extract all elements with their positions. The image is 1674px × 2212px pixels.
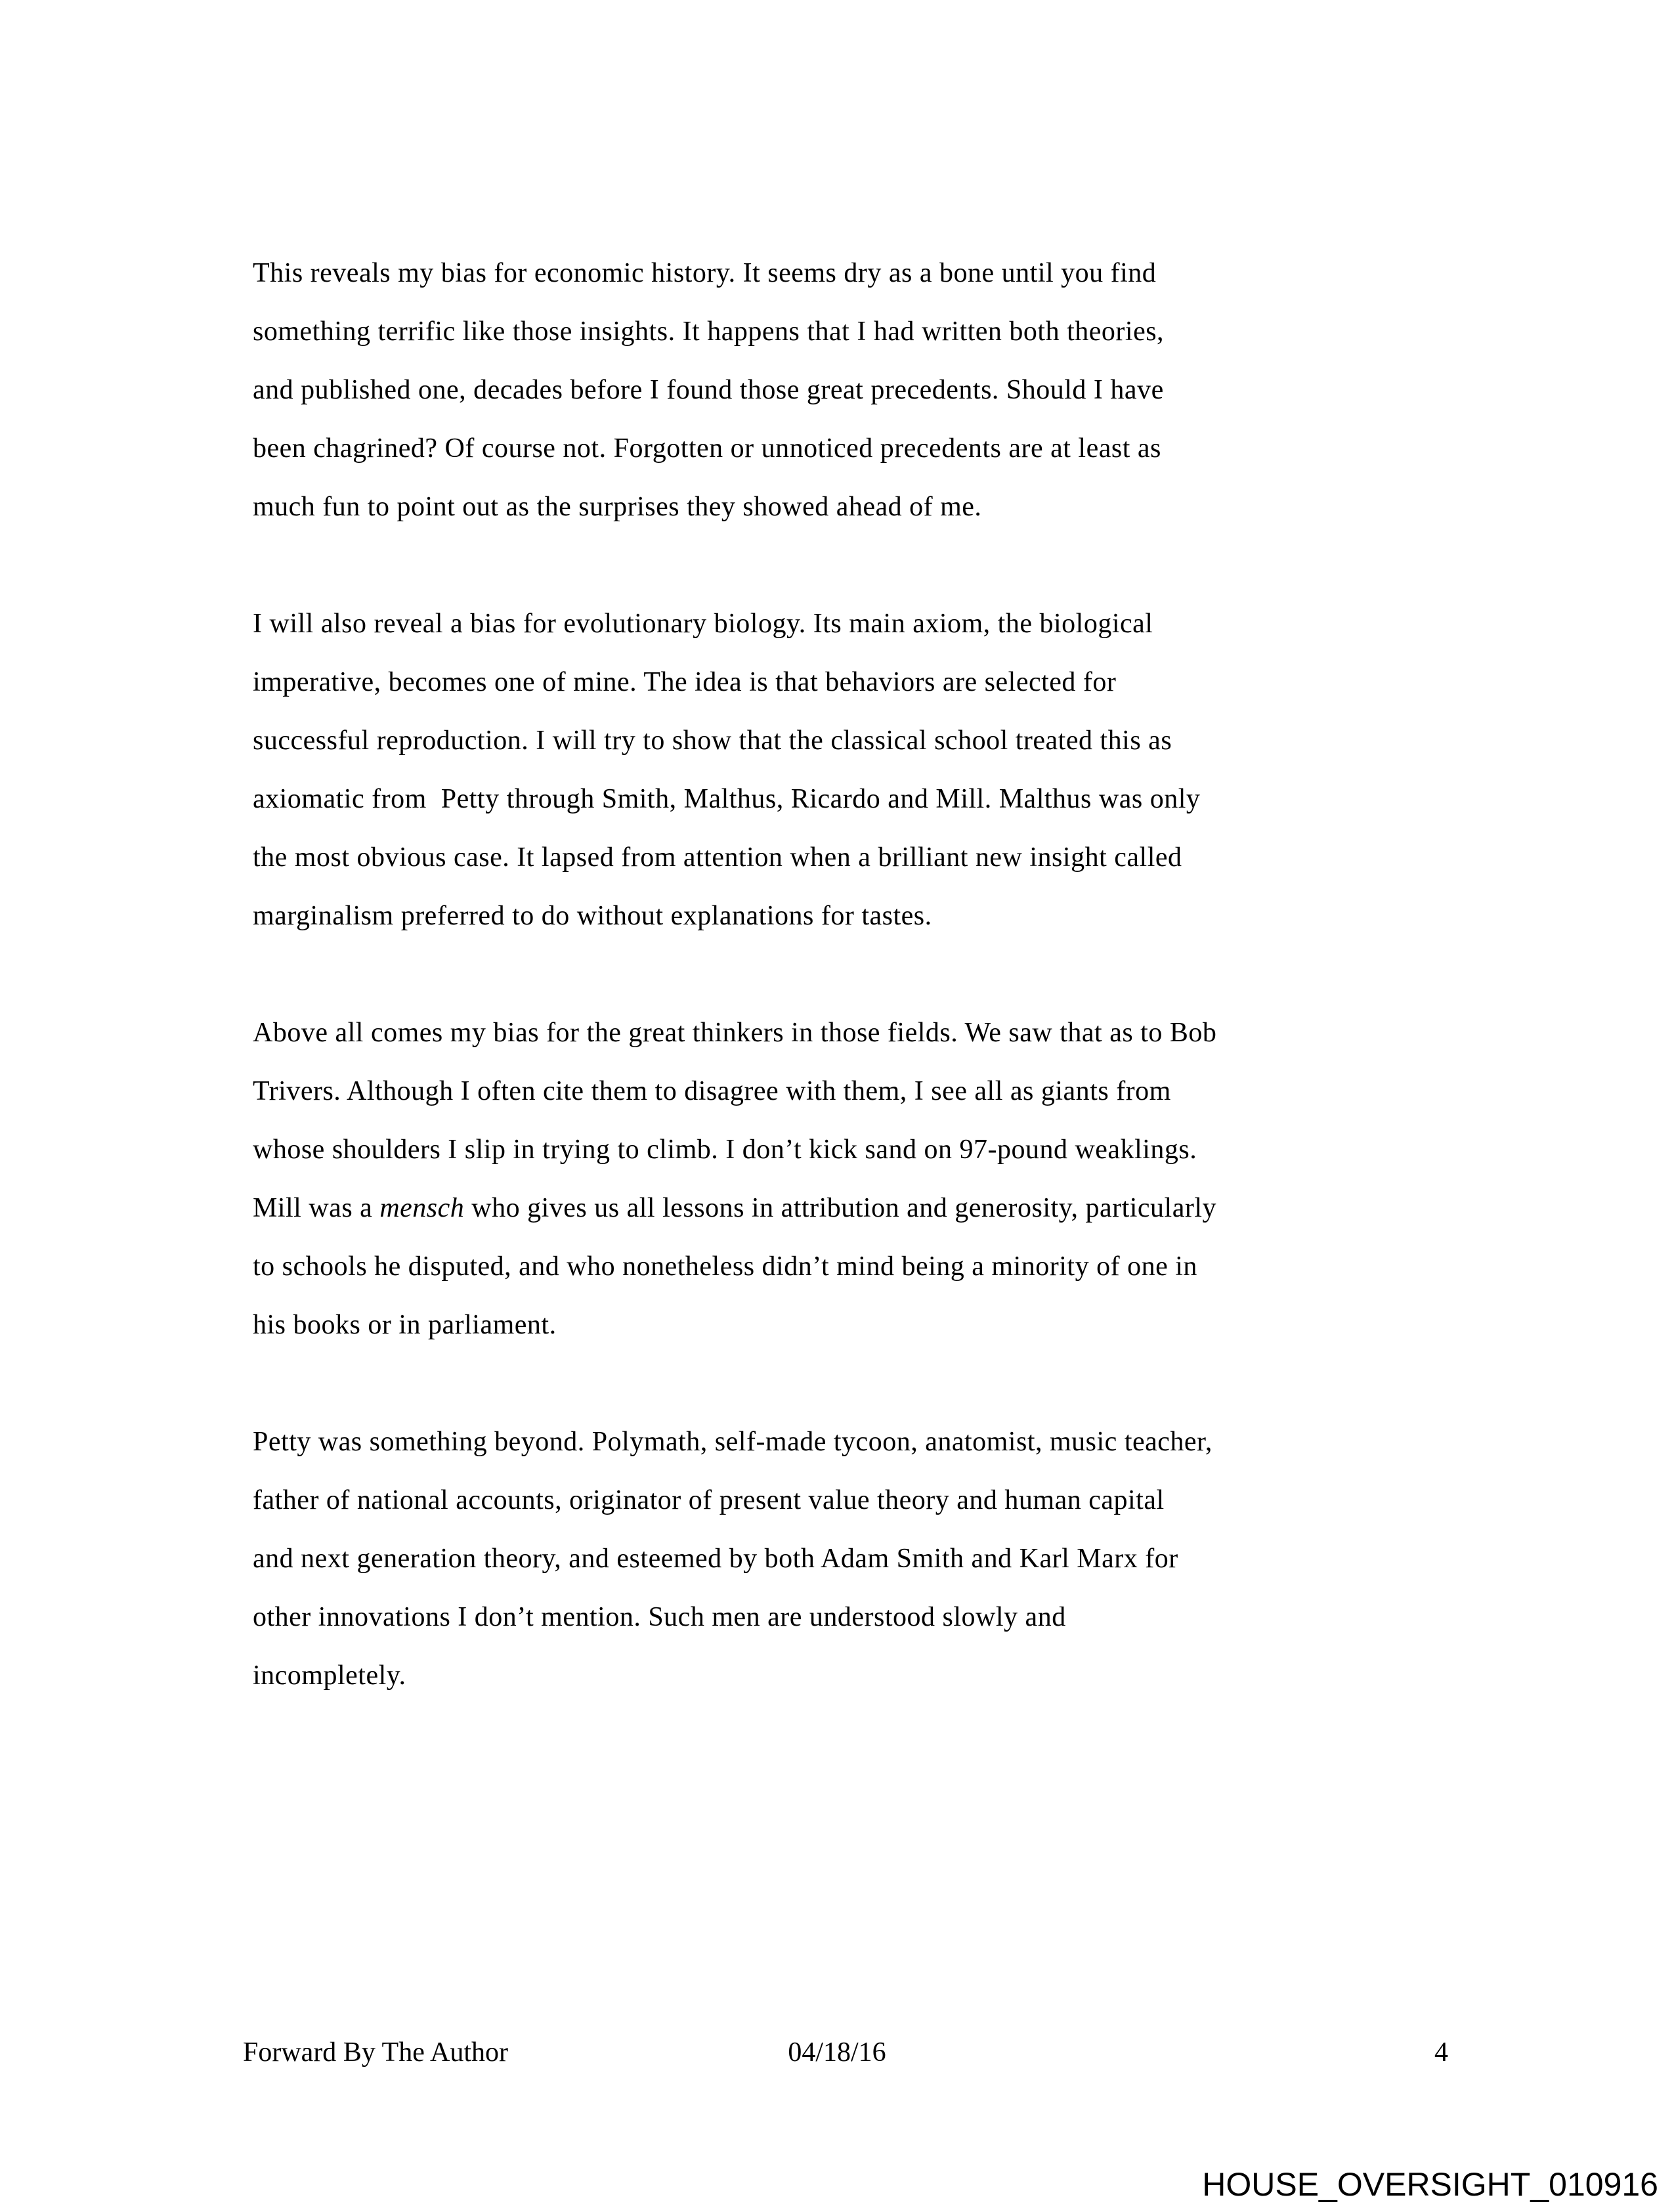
text-line: marginalism preferred to do without explanations for tastes.	[253, 901, 932, 931]
emphasized-word: mensch	[379, 1193, 465, 1223]
text-line: whose shoulders I slip in trying to climb. I don’t kick sand on 97-pound weaklings.	[253, 1135, 1197, 1165]
text-line: Petty was something beyond. Polymath, self-made tycoon, anatomist, music teacher,	[253, 1427, 1213, 1457]
text-line: and next generation theory, and esteemed by both Adam Smith and Karl Marx for	[253, 1544, 1178, 1574]
text-line: imperative, becomes one of mine. The idea is that behaviors are selected for	[253, 667, 1117, 697]
footer-page-number: 4	[1434, 2037, 1448, 2068]
text-line: successful reproduction. I will try to show that the classical school treated this as	[253, 726, 1172, 756]
text-line: incompletely.	[253, 1660, 406, 1691]
text-line: his books or in parliament.	[253, 1310, 557, 1340]
text-line-with-italic	[253, 1179, 1477, 1238]
text-line: been chagrined? Of course not. Forgotten or unnoticed precedents are at least as	[253, 433, 1161, 464]
text-line: This reveals my bias for economic history. It seems dry as a bone until you find	[253, 258, 1157, 288]
paragraph-3	[253, 1004, 1477, 1355]
text-line: to schools he disputed, and who nonetheless didn’t mind being a minority of one in	[253, 1251, 1197, 1282]
page-footer	[243, 2033, 1448, 2072]
paragraph-4	[253, 1413, 1477, 1705]
footer-title: Forward By The Author	[243, 2037, 509, 2068]
text-line: Above all comes my bias for the great thinkers in those fields. We saw that as to Bob	[253, 1018, 1217, 1048]
text-segment: who gives us all lessons in attribution and generosity, particularly	[464, 1193, 1217, 1223]
text-line: the most obvious case. It lapsed from attention when a brilliant new insight called	[253, 842, 1182, 873]
paragraph-1	[253, 244, 1477, 536]
text-line: I will also reveal a bias for evolutionary biology. Its main axiom, the biological	[253, 609, 1153, 639]
text-line: something terrific like those insights. It happens that I had written both theories,	[253, 316, 1165, 347]
text-line: much fun to point out as the surprises they showed ahead of me.	[253, 492, 982, 522]
text-segment: Mill was a	[253, 1193, 380, 1223]
text-line: and published one, decades before I found those great precedents. Should I have	[253, 375, 1164, 405]
text-line: Trivers. Although I often cite them to disagree with them, I see all as giants from	[253, 1076, 1171, 1106]
text-line: father of national accounts, originator of present value theory and human capital	[253, 1485, 1165, 1515]
bates-stamp: HOUSE_OVERSIGHT_010916	[1202, 2166, 1658, 2203]
text-line: axiomatic from Petty through Smith, Malthus, Ricardo and Mill. Malthus was only	[253, 784, 1201, 814]
paragraph-2	[253, 595, 1477, 945]
footer-date: 04/18/16	[788, 2037, 886, 2068]
text-line: other innovations I don’t mention. Such men are understood slowly and	[253, 1602, 1066, 1632]
document-body	[253, 244, 1477, 1764]
